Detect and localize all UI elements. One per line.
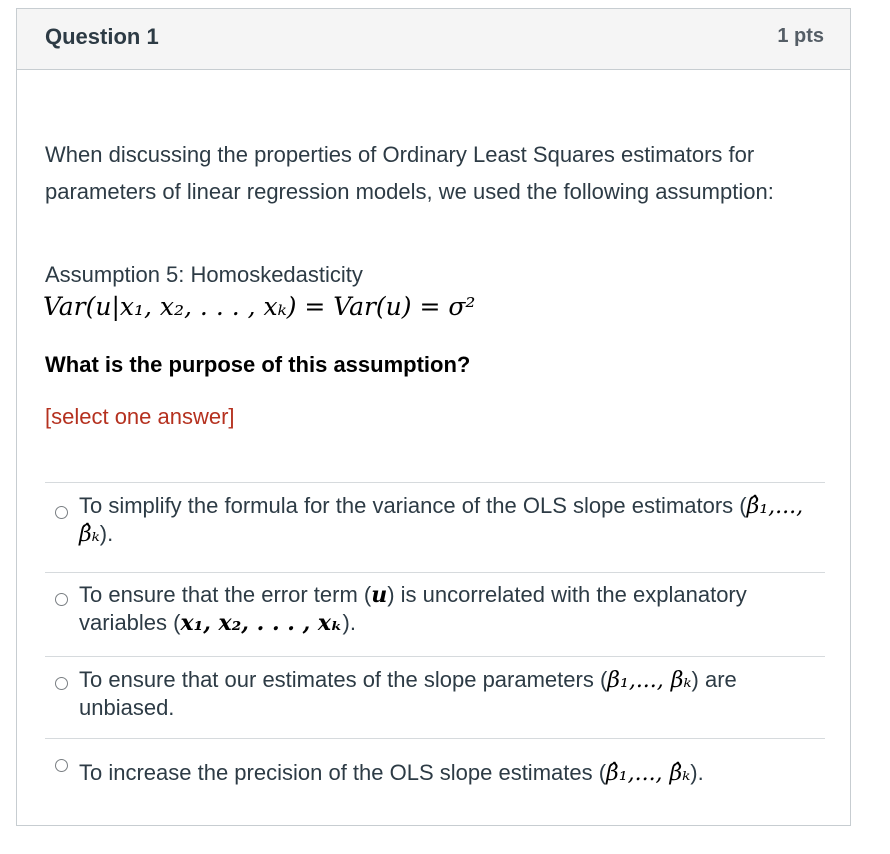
question-prompt: What is the purpose of this assumption?: [45, 352, 471, 377]
answer-option-1[interactable]: [45, 482, 825, 572]
radio-button-icon[interactable]: [55, 593, 68, 606]
question-title: Question 1: [45, 24, 159, 49]
radio-button-icon[interactable]: [55, 759, 68, 772]
answer-option-label: To ensure that the error term (u) is uncorrelated with the explanatory variables (x₁, x₂, . . . , xₖ).: [79, 582, 747, 636]
answer-option-label: To ensure that our estimates of the slope parameters (β₁,..., βₖ) are unbiased.: [79, 667, 737, 720]
answer-option-label: To increase the precision of the OLS slope estimates (β̂₁,..., β̂ₖ).: [79, 760, 704, 786]
question-intro: When discussing the properties of Ordinary Least Squares estimators for parameters of linear regression models, we used the following assumption:: [45, 142, 774, 204]
question-header: [17, 9, 850, 70]
answer-option-label: To simplify the formula for the variance of the OLS slope estimators (β̂₁,..., β̂ₖ).: [79, 493, 804, 547]
question-card: [16, 8, 851, 826]
homoskedasticity-formula: Var(u|x₁, x₂, . . . , xₖ) = Var(u) = σ²: [43, 292, 476, 321]
radio-button-icon[interactable]: [55, 677, 68, 690]
answer-list: [45, 482, 825, 808]
answer-option-3[interactable]: [45, 656, 825, 738]
question-points: 1 pts: [777, 25, 824, 47]
answer-option-2[interactable]: [45, 572, 825, 656]
assumption-label: Assumption 5: Homoskedasticity: [45, 262, 363, 287]
answer-option-4[interactable]: [45, 738, 825, 808]
select-answer-placeholder: [select one answer]: [45, 404, 235, 429]
radio-button-icon[interactable]: [55, 506, 68, 519]
